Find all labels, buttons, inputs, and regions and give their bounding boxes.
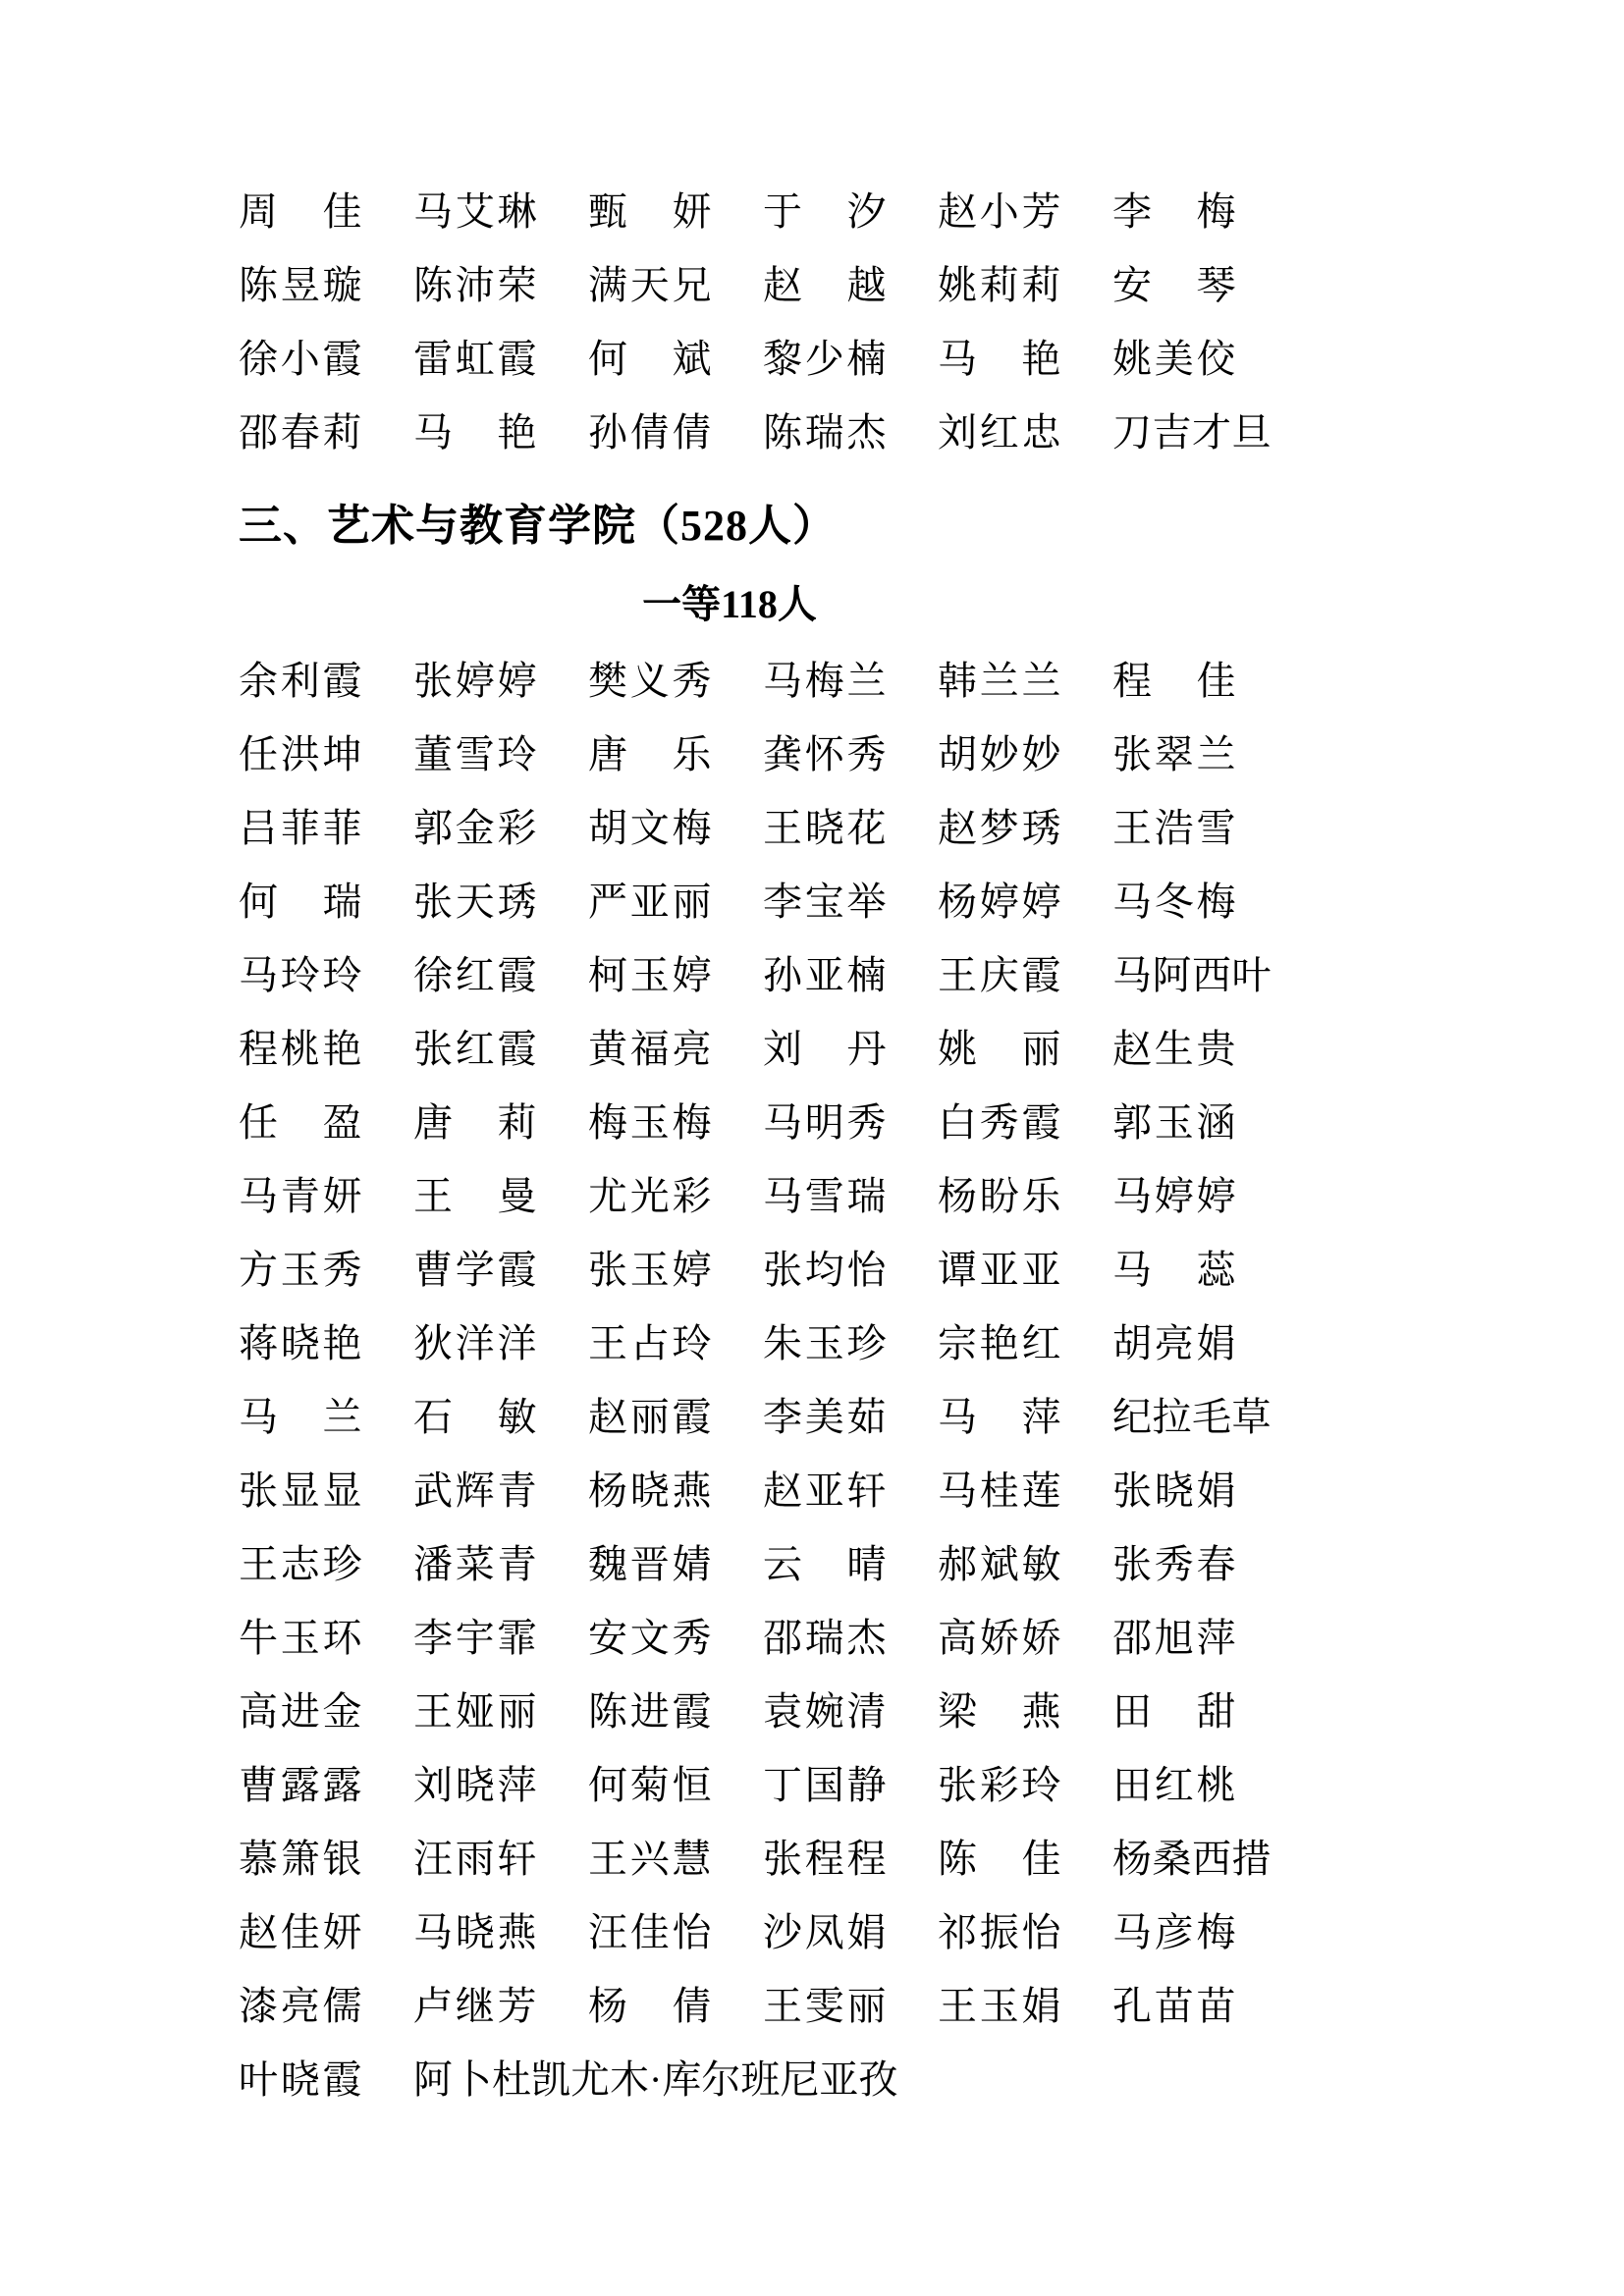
section-heading: 三、艺术与教育学院（528人） — [239, 502, 837, 550]
name-cell: 邵春莉 — [239, 410, 362, 454]
name-cell: 王娅丽 — [413, 1689, 537, 1734]
name-cell: 慕箫银 — [239, 1837, 362, 1881]
name-cell: 韩兰兰 — [938, 659, 1061, 703]
name-cell: 郭金彩 — [413, 806, 537, 850]
name-cell: 马明秀 — [763, 1100, 887, 1145]
table-row — [239, 718, 1397, 791]
name-cell: 马玲玲 — [239, 953, 362, 997]
table-row — [239, 1159, 1397, 1233]
name-cell: 袁婉清 — [763, 1689, 887, 1734]
name-cell: 曹露露 — [239, 1763, 362, 1807]
name-cell: 安琴 — [1112, 263, 1236, 307]
name-cell: 陈瑞杰 — [763, 410, 887, 454]
name-cell: 谭亚亚 — [938, 1248, 1061, 1292]
table-row — [239, 1748, 1397, 1822]
name-cell: 王志珍 — [239, 1542, 362, 1586]
table-row — [239, 644, 1397, 718]
name-cell: 严亚丽 — [588, 880, 712, 924]
name-cell: 朱玉珍 — [763, 1321, 887, 1365]
name-cell: 张红霞 — [413, 1027, 537, 1071]
name-cell: 唐乐 — [588, 732, 712, 776]
name-cell: 蒋晓艳 — [239, 1321, 362, 1365]
name-cell: 纪拉毛草 — [1112, 1395, 1272, 1439]
name-cell: 王庆霞 — [938, 953, 1061, 997]
name-cell: 孙亚楠 — [763, 953, 887, 997]
table-row — [239, 791, 1397, 865]
table-row — [239, 1896, 1397, 1969]
name-cell: 唐莉 — [413, 1100, 537, 1145]
table-row — [239, 1454, 1397, 1527]
name-cell: 田甜 — [1112, 1689, 1236, 1734]
name-cell: 何斌 — [588, 337, 712, 381]
name-cell: 梁燕 — [938, 1689, 1061, 1734]
table-row — [239, 175, 1397, 248]
name-cell: 刘红忠 — [938, 410, 1061, 454]
name-cell: 马艳 — [413, 410, 537, 454]
name-cell: 王浩雪 — [1112, 806, 1236, 850]
sub-heading: 一等118人 — [642, 582, 817, 626]
name-cell: 张程程 — [763, 1837, 887, 1881]
table-row — [239, 322, 1397, 396]
name-cell: 程桃艳 — [239, 1027, 362, 1071]
name-cell: 赵佳妍 — [239, 1910, 362, 1954]
name-cell: 马艳 — [938, 337, 1061, 381]
name-cell: 张玉婷 — [588, 1248, 712, 1292]
name-cell: 马梅兰 — [763, 659, 887, 703]
name-cell: 石敏 — [413, 1395, 537, 1439]
name-cell: 杨桑西措 — [1112, 1837, 1272, 1881]
name-cell: 陈佳 — [938, 1837, 1061, 1881]
table-row — [239, 865, 1397, 938]
table-row — [239, 1012, 1397, 1086]
table-row — [239, 248, 1397, 322]
name-cell: 董雪玲 — [413, 732, 537, 776]
name-cell: 漆亮儒 — [239, 1984, 362, 2028]
name-cell: 安文秀 — [588, 1616, 712, 1660]
name-cell: 汪雨轩 — [413, 1837, 537, 1881]
name-cell: 潘菜青 — [413, 1542, 537, 1586]
name-cell: 马晓燕 — [413, 1910, 537, 1954]
name-cell: 赵梦琇 — [938, 806, 1061, 850]
table-row — [239, 1675, 1397, 1748]
name-cell: 程佳 — [1112, 659, 1236, 703]
name-cell: 陈昱璇 — [239, 263, 362, 307]
name-cell: 马桂莲 — [938, 1468, 1061, 1513]
name-cell: 刘晓萍 — [413, 1763, 537, 1807]
name-cell: 杨倩 — [588, 1984, 712, 2028]
name-cell: 孙倩倩 — [588, 410, 712, 454]
main-name-block — [239, 644, 1397, 2116]
name-cell: 余利霞 — [239, 659, 362, 703]
name-cell: 武辉青 — [413, 1468, 537, 1513]
name-cell: 尤光彩 — [588, 1174, 712, 1218]
name-cell: 何瑞 — [239, 880, 362, 924]
name-cell: 马兰 — [239, 1395, 362, 1439]
name-cell: 王占玲 — [588, 1321, 712, 1365]
table-row — [239, 1307, 1397, 1380]
name-cell: 杨晓燕 — [588, 1468, 712, 1513]
name-cell: 姚莉莉 — [938, 263, 1061, 307]
name-cell: 胡亮娟 — [1112, 1321, 1236, 1365]
name-cell: 徐红霞 — [413, 953, 537, 997]
name-cell: 任洪坤 — [239, 732, 362, 776]
name-cell: 云晴 — [763, 1542, 887, 1586]
table-row — [239, 1601, 1397, 1675]
name-cell: 何菊恒 — [588, 1763, 712, 1807]
name-cell: 汪佳怡 — [588, 1910, 712, 1954]
top-name-block — [239, 175, 1397, 469]
name-cell: 于汐 — [763, 189, 887, 234]
name-cell: 李宇霏 — [413, 1616, 537, 1660]
name-cell: 马婷婷 — [1112, 1174, 1236, 1218]
name-cell: 宗艳红 — [938, 1321, 1061, 1365]
name-cell: 沙凤娟 — [763, 1910, 887, 1954]
name-cell: 黎少楠 — [763, 337, 887, 381]
name-cell: 曹学霞 — [413, 1248, 537, 1292]
name-cell: 邵旭萍 — [1112, 1616, 1236, 1660]
name-cell: 甄妍 — [588, 189, 712, 234]
name-cell: 雷虹霞 — [413, 337, 537, 381]
name-cell: 刀吉才旦 — [1112, 410, 1272, 454]
name-cell: 高娇娇 — [938, 1616, 1061, 1660]
name-cell: 白秀霞 — [938, 1100, 1061, 1145]
name-cell: 狄洋洋 — [413, 1321, 537, 1365]
name-cell: 赵小芳 — [938, 189, 1061, 234]
name-cell: 马青妍 — [239, 1174, 362, 1218]
name-cell: 张均怡 — [763, 1248, 887, 1292]
name-cell: 李宝举 — [763, 880, 887, 924]
name-cell: 卢继芳 — [413, 1984, 537, 2028]
name-cell: 陈沛荣 — [413, 263, 537, 307]
name-cell: 赵越 — [763, 263, 887, 307]
name-cell: 丁国静 — [763, 1763, 887, 1807]
name-cell: 龚怀秀 — [763, 732, 887, 776]
name-cell: 黄福亮 — [588, 1027, 712, 1071]
name-cell: 刘丹 — [763, 1027, 887, 1071]
name-cell: 任盈 — [239, 1100, 362, 1145]
name-cell: 梅玉梅 — [588, 1100, 712, 1145]
name-cell: 满天兄 — [588, 263, 712, 307]
name-cell: 王晓花 — [763, 806, 887, 850]
table-row-last — [239, 2043, 1397, 2116]
table-row — [239, 938, 1397, 1012]
name-cell: 马萍 — [938, 1395, 1061, 1439]
name-cell: 赵丽霞 — [588, 1395, 712, 1439]
name-cell: 田红桃 — [1112, 1763, 1236, 1807]
document-content — [239, 175, 1397, 2116]
name-cell: 王玉娟 — [938, 1984, 1061, 2028]
name-cell: 魏晋婧 — [588, 1542, 712, 1586]
name-cell: 赵生贵 — [1112, 1027, 1236, 1071]
name-cell: 张婷婷 — [413, 659, 537, 703]
table-row — [239, 1527, 1397, 1601]
name-cell: 杨盼乐 — [938, 1174, 1061, 1218]
name-cell: 牛玉环 — [239, 1616, 362, 1660]
name-cell: 张晓娟 — [1112, 1468, 1236, 1513]
name-cell: 马雪瑞 — [763, 1174, 887, 1218]
name-cell: 郭玉涵 — [1112, 1100, 1236, 1145]
name-cell: 王曼 — [413, 1174, 537, 1218]
name-cell: 李梅 — [1112, 189, 1236, 234]
name-cell: 马彦梅 — [1112, 1910, 1236, 1954]
table-row — [239, 1822, 1397, 1896]
name-cell: 马艾琳 — [413, 189, 537, 234]
name-cell: 马阿西叶 — [1112, 953, 1272, 997]
name-cell: 姚丽 — [938, 1027, 1061, 1071]
name-cell: 樊义秀 — [588, 659, 712, 703]
name-cell: 高进金 — [239, 1689, 362, 1734]
long-name-cell: 阿卜杜凯尤木·库尔班尼亚孜 — [413, 2057, 898, 2102]
name-cell: 祁振怡 — [938, 1910, 1061, 1954]
name-cell: 周佳 — [239, 189, 362, 234]
table-row — [239, 1969, 1397, 2043]
name-cell: 方玉秀 — [239, 1248, 362, 1292]
table-row — [239, 1233, 1397, 1307]
table-row — [239, 1086, 1397, 1159]
name-cell: 柯玉婷 — [588, 953, 712, 997]
name-cell: 徐小霞 — [239, 337, 362, 381]
name-cell: 胡文梅 — [588, 806, 712, 850]
name-cell: 邵瑞杰 — [763, 1616, 887, 1660]
name-cell: 杨婷婷 — [938, 880, 1061, 924]
name-cell: 孔苗苗 — [1112, 1984, 1236, 2028]
name-cell: 张天琇 — [413, 880, 537, 924]
name-cell: 叶晓霞 — [239, 2057, 362, 2102]
table-row — [239, 396, 1397, 469]
name-cell: 李美茹 — [763, 1395, 887, 1439]
name-cell: 郝斌敏 — [938, 1542, 1061, 1586]
name-cell: 马冬梅 — [1112, 880, 1236, 924]
name-cell: 姚美佼 — [1112, 337, 1236, 381]
name-cell: 张秀春 — [1112, 1542, 1236, 1586]
name-cell: 张彩玲 — [938, 1763, 1061, 1807]
name-cell: 张显显 — [239, 1468, 362, 1513]
name-cell: 王雯丽 — [763, 1984, 887, 2028]
name-cell: 吕菲菲 — [239, 806, 362, 850]
table-row — [239, 1380, 1397, 1454]
name-cell: 王兴慧 — [588, 1837, 712, 1881]
name-cell: 赵亚轩 — [763, 1468, 887, 1513]
name-cell: 马蕊 — [1112, 1248, 1236, 1292]
name-cell: 胡妙妙 — [938, 732, 1061, 776]
name-cell: 张翠兰 — [1112, 732, 1236, 776]
name-cell: 陈进霞 — [588, 1689, 712, 1734]
